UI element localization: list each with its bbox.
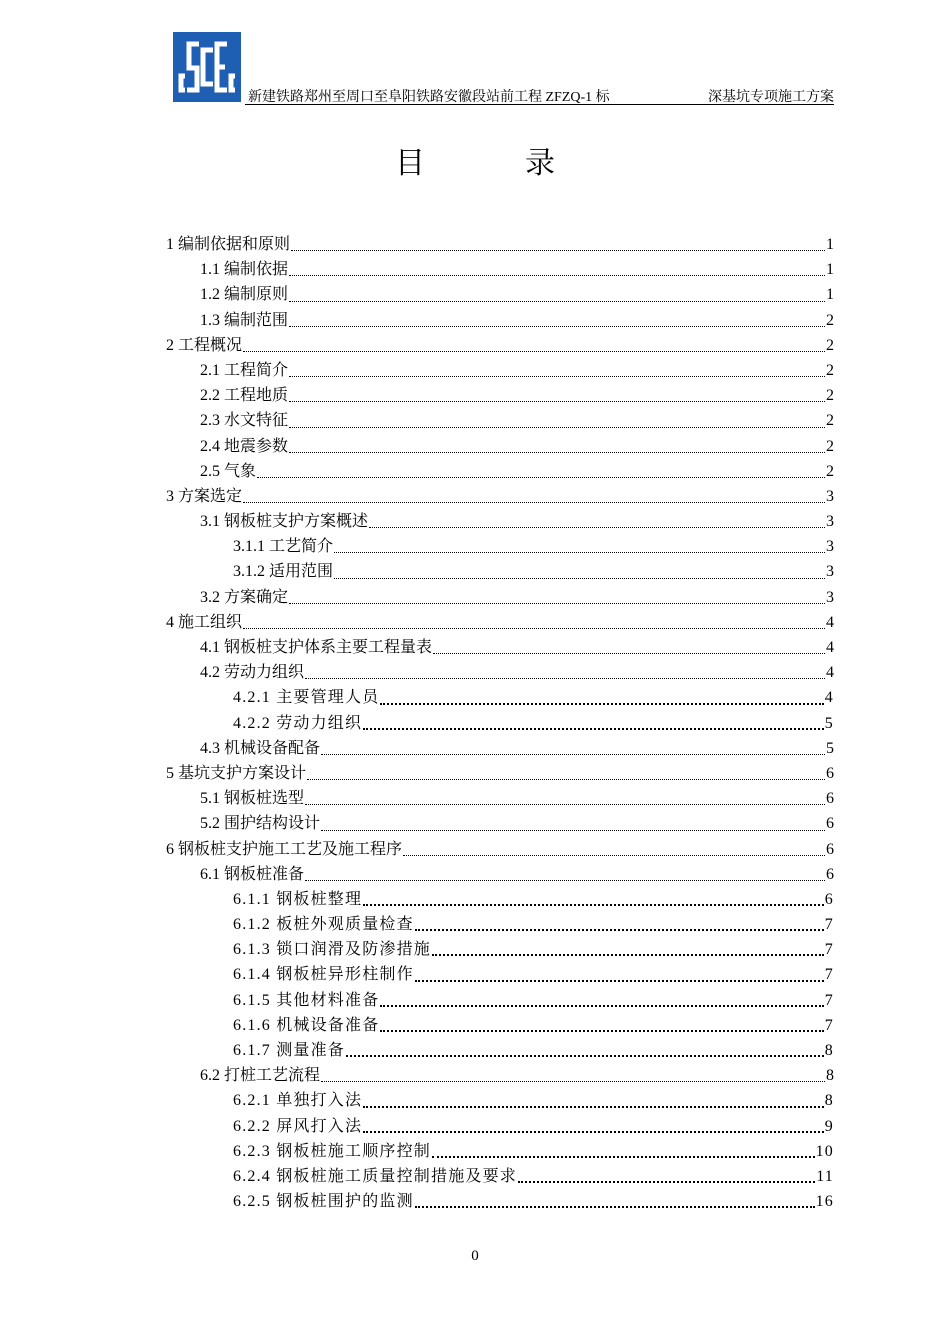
- toc-entry-title: 6.1.5 其他材料准备: [233, 991, 380, 1009]
- toc-entry[interactable]: [166, 459, 834, 484]
- toc-entry-page: 6: [826, 840, 834, 858]
- toc-entry-page: 2: [826, 462, 834, 480]
- toc-entry-page: 6: [826, 865, 834, 883]
- toc-leader-dots: [346, 1054, 824, 1057]
- toc-entry[interactable]: [166, 484, 834, 509]
- toc-leader-dots: [257, 476, 825, 478]
- toc-leader-dots: [289, 274, 825, 276]
- toc-entry-title: 1.2 编制原则: [200, 286, 289, 304]
- toc-entry-title: 2.1 工程简介: [200, 361, 289, 379]
- toc-entry-title: 6.1.3 锁口润滑及防渗措施: [233, 941, 432, 959]
- toc-entry-title: 6.2.1 单独打入法: [233, 1092, 363, 1110]
- toc-leader-dots: [289, 400, 825, 402]
- toc-entry-title: 3.1.2 适用范围: [233, 563, 334, 581]
- toc-entry[interactable]: [166, 685, 834, 710]
- toc-entry-title: 6.1.1 钢板桩整理: [233, 890, 363, 908]
- toc-entry-page: 3: [826, 538, 834, 556]
- toc-entry[interactable]: [166, 358, 834, 383]
- toc-entry[interactable]: [166, 333, 834, 358]
- toc-leader-dots: [380, 1004, 823, 1007]
- toc-entry[interactable]: [166, 308, 834, 333]
- company-logo: [173, 32, 241, 102]
- toc-entry-title: 4.3 机械设备配备: [200, 739, 321, 757]
- toc-leader-dots: [363, 727, 824, 730]
- toc-entry[interactable]: [166, 257, 834, 282]
- toc-entry-title: 6.1.4 钢板桩异形柱制作: [233, 966, 414, 984]
- toc-entry-title: 2.3 水文特征: [200, 412, 289, 430]
- toc-leader-dots: [369, 526, 825, 528]
- toc-entry-page: 11: [816, 1167, 834, 1185]
- toc-entry-page: 1: [826, 236, 834, 253]
- toc-entry-title: 4.1 钢板桩支护体系主要工程量表: [200, 639, 433, 656]
- toc-entry-page: 4: [826, 639, 834, 656]
- toc-entry-title: 6.2.2 屏风打入法: [233, 1117, 363, 1135]
- toc-leader-dots: [321, 1080, 825, 1082]
- toc-leader-dots: [291, 249, 825, 251]
- toc-entry-page: 4: [824, 689, 834, 707]
- toc-entry-title: 5 基坑支护方案设计: [166, 764, 307, 782]
- toc-leader-dots: [415, 1205, 815, 1208]
- toc-entry[interactable]: [166, 887, 834, 912]
- toc-entry-page: 7: [824, 966, 834, 984]
- toc-entry[interactable]: [166, 585, 834, 610]
- toc-entry-title: 1.1 编制依据: [200, 261, 289, 279]
- page-title: [0, 138, 950, 182]
- toc-entry[interactable]: [166, 383, 834, 408]
- toc-leader-dots: [289, 375, 825, 377]
- toc-entry-page: 7: [824, 991, 834, 1009]
- toc-entry-title: 4 施工组织: [166, 613, 243, 631]
- toc-entry-title: 4.2.2 劳动力组织: [233, 714, 363, 732]
- toc-entry-title: 2.5 气象: [200, 462, 257, 480]
- toc-entry-title: 6.2.3 钢板桩施工顺序控制: [233, 1142, 432, 1160]
- toc-leader-dots: [403, 854, 825, 856]
- toc-entry[interactable]: [166, 534, 834, 559]
- toc-entry-title: 5.2 围护结构设计: [200, 815, 321, 833]
- toc-leader-dots: [289, 602, 825, 604]
- toc-leader-dots: [380, 702, 823, 705]
- toc-entry[interactable]: [166, 786, 834, 811]
- toc-entry[interactable]: [166, 1013, 834, 1038]
- toc-leader-dots: [415, 979, 824, 982]
- toc-entry[interactable]: [166, 988, 834, 1013]
- toc-entry-page: 2: [826, 311, 834, 329]
- toc-entry-title: 6 钢板桩支护施工工艺及施工程序: [166, 840, 403, 858]
- toc-entry-title: 4.2 劳动力组织: [200, 664, 305, 682]
- toc-leader-dots: [243, 501, 825, 503]
- toc-entry[interactable]: [166, 761, 834, 786]
- toc-entry-title: 3.1.1 工艺简介: [233, 538, 334, 556]
- toc-entry[interactable]: [166, 282, 834, 307]
- toc-entry-title: 4.2.1 主要管理人员: [233, 689, 380, 707]
- toc-entry[interactable]: [166, 509, 834, 534]
- header-document-type: 深基坑专项施工方案: [708, 90, 834, 105]
- toc-leader-dots: [432, 953, 824, 956]
- toc-entry-page: 2: [826, 336, 834, 354]
- toc-entry-page: 3: [826, 487, 834, 505]
- toc-entry-page: 8: [824, 1092, 834, 1110]
- toc-entry-title: 2 工程概况: [166, 336, 243, 354]
- toc-entry-title: 2.4 地震参数: [200, 437, 289, 455]
- toc-entry-title: 1 编制依据和原则: [166, 236, 291, 253]
- toc-entry-title: 6.1.7 测量准备: [233, 1042, 346, 1059]
- toc-entry[interactable]: [166, 434, 834, 459]
- toc-leader-dots: [518, 1180, 815, 1183]
- toc-entry-title: 3.2 方案确定: [200, 588, 289, 606]
- toc-leader-dots: [415, 928, 824, 931]
- toc-entry[interactable]: [166, 1088, 834, 1113]
- toc-entry-page: 6: [824, 890, 834, 908]
- toc-entry-title: 3.1 钢板桩支护方案概述: [200, 513, 369, 531]
- toc-entry[interactable]: [166, 1038, 834, 1063]
- toc-leader-dots: [305, 803, 825, 805]
- toc-entry[interactable]: [166, 635, 834, 660]
- toc-entry-page: 7: [824, 916, 834, 934]
- title-char-right: 录: [525, 146, 555, 181]
- toc-entry[interactable]: [166, 660, 834, 685]
- toc-leader-dots: [305, 879, 825, 881]
- toc-entry-page: 10: [815, 1142, 834, 1160]
- toc-entry-title: 6.1.2 板桩外观质量检查: [233, 916, 414, 934]
- toc-entry-page: 7: [824, 941, 834, 959]
- toc-entry-title: 5.1 钢板桩选型: [200, 790, 305, 808]
- toc-entry-page: 5: [826, 739, 834, 757]
- title-char-left: 目: [395, 146, 425, 181]
- toc-entry[interactable]: [166, 408, 834, 433]
- toc-entry-page: 4: [826, 613, 834, 631]
- toc-entry-title: 6.2.4 钢板桩施工质量控制措施及要求: [233, 1167, 518, 1185]
- toc-entry-page: 9: [824, 1117, 834, 1135]
- toc-entry[interactable]: [166, 559, 834, 584]
- toc-entry-page: 6: [826, 790, 834, 808]
- toc-entry-title: 6.2 打桩工艺流程: [200, 1067, 321, 1085]
- toc-leader-dots: [243, 627, 825, 629]
- toc-leader-dots: [289, 426, 825, 428]
- toc-entry-page: 7: [824, 1016, 834, 1034]
- header-divider: [245, 104, 834, 105]
- toc-leader-dots: [334, 577, 825, 579]
- toc-entry-page: 1: [826, 261, 834, 279]
- toc-entry-page: 3: [826, 563, 834, 581]
- toc-leader-dots: [432, 1155, 815, 1158]
- toc-entry[interactable]: [166, 1189, 834, 1214]
- toc-entry[interactable]: [166, 837, 834, 862]
- page-number: 0: [471, 1248, 479, 1264]
- table-of-contents: [166, 232, 834, 1214]
- header-project-title: 新建铁路郑州至周口至阜阳铁路安徽段站前工程 ZFZQ-1 标: [248, 90, 610, 105]
- toc-entry[interactable]: [166, 736, 834, 761]
- toc-entry-title: 1.3 编制范围: [200, 311, 289, 329]
- toc-leader-dots: [289, 451, 825, 453]
- toc-leader-dots: [289, 325, 825, 327]
- toc-leader-dots: [307, 778, 825, 780]
- toc-entry-page: 1: [826, 286, 834, 304]
- toc-leader-dots: [433, 652, 825, 654]
- toc-leader-dots: [243, 350, 825, 352]
- toc-entry-title: 2.2 工程地质: [200, 387, 289, 405]
- toc-entry-title: 6.1.6 机械设备准备: [233, 1016, 380, 1034]
- toc-leader-dots: [321, 753, 825, 755]
- toc-entry-page: 5: [824, 714, 834, 732]
- toc-entry[interactable]: [166, 1164, 834, 1189]
- toc-leader-dots: [380, 1029, 823, 1032]
- toc-entry-page: 6: [826, 764, 834, 782]
- toc-entry-page: 3: [826, 588, 834, 606]
- toc-entry[interactable]: [166, 937, 834, 962]
- toc-entry[interactable]: [166, 711, 834, 736]
- toc-entry-page: 3: [826, 513, 834, 531]
- toc-entry[interactable]: [166, 232, 834, 257]
- toc-entry-page: 4: [826, 664, 834, 682]
- toc-entry-page: 2: [826, 437, 834, 455]
- toc-entry-page: 2: [826, 361, 834, 379]
- toc-entry-title: 3 方案选定: [166, 487, 243, 505]
- toc-entry-page: 6: [826, 815, 834, 833]
- toc-entry[interactable]: [166, 1114, 834, 1139]
- toc-leader-dots: [321, 829, 825, 831]
- toc-leader-dots: [363, 903, 824, 906]
- toc-entry-title: 6.2.5 钢板桩围护的监测: [233, 1193, 414, 1211]
- toc-leader-dots: [363, 1105, 824, 1108]
- toc-entry-page: 8: [824, 1042, 834, 1059]
- toc-entry[interactable]: [166, 811, 834, 836]
- toc-entry-page: 8: [826, 1067, 834, 1085]
- toc-entry[interactable]: [166, 962, 834, 987]
- toc-entry-title: 6.1 钢板桩准备: [200, 865, 305, 883]
- toc-entry[interactable]: [166, 1139, 834, 1164]
- toc-entry[interactable]: [166, 862, 834, 887]
- toc-entry[interactable]: [166, 1063, 834, 1088]
- toc-entry-page: 16: [815, 1193, 834, 1211]
- toc-entry-page: 2: [826, 387, 834, 405]
- toc-entry[interactable]: [166, 610, 834, 635]
- toc-leader-dots: [363, 1130, 824, 1133]
- toc-leader-dots: [334, 551, 825, 553]
- toc-entry[interactable]: [166, 912, 834, 937]
- toc-entry-page: 2: [826, 412, 834, 430]
- toc-leader-dots: [289, 300, 825, 302]
- toc-leader-dots: [305, 677, 825, 679]
